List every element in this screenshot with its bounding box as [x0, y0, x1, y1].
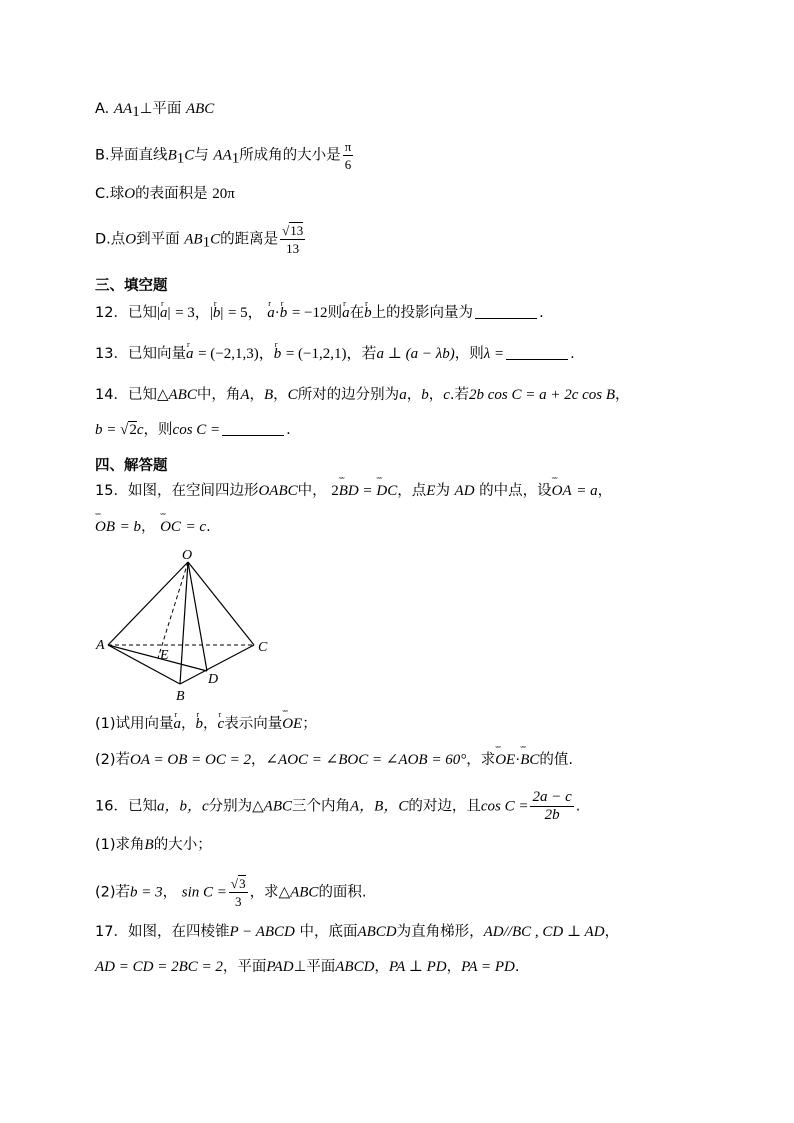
- tetrahedron-figure: [90, 546, 280, 706]
- edge-od: [188, 562, 207, 671]
- question-14-line2: b = √2c，则cos C = .: [95, 422, 291, 438]
- question-16-part1: (1)求角B的大小；: [95, 837, 212, 853]
- edge-oa: [108, 562, 188, 645]
- edge-oc: [188, 562, 254, 645]
- edge-oe-hidden: [158, 562, 188, 658]
- question-17-line2: AD = CD = 2BC = 2，平面PAD⊥平面ABCD，PA ⊥ PD，PA = PD.: [95, 959, 520, 975]
- answer-blank-12[interactable]: [475, 304, 537, 319]
- question-12: 12．已知|r a| = 3，|r b| = 5， r a·r b = −12则r a在r b上的投影向量为 .: [95, 303, 544, 323]
- option-d: D.点O到平面 $AB_1C$的距离是 $\frac{√13}{13}$: [95, 223, 304, 256]
- option-b: B.异面直线$B_1C$与 $AA_1$所成角的大小是 $\frac{\pi}{6}$: [95, 139, 352, 172]
- fraction-sqrt3-over-3: $\frac{√3}{3}$: [230, 876, 246, 909]
- question-15-line1: 15．如图，在空间四边形OABC中， 2ˇˇˇ BD = ˇˇˇ DC，点E为 AD 的中点，设ˇˇˇ OA = a，: [95, 481, 612, 501]
- question-13: 13．已知向量r a = (−2,1,3)，r b = (−1,2,1)，若a ⊥ (a − λb)，则λ = .: [95, 344, 575, 364]
- answer-blank-14[interactable]: [222, 421, 284, 436]
- label-d: D: [208, 672, 219, 687]
- question-14-line1: 14．已知△ABC中，角A，B，C所对的边分别为a，b，c.若2b cos C = a + 2c cos B，: [95, 387, 630, 403]
- fraction-sqrt13-over-13: $\frac{√13}{13}$: [282, 223, 304, 256]
- question-17-line1: 17．如图，在四棱锥P − ABCD 中，底面ABCD为直角梯形，AD//BC , CD ⊥ AD，: [95, 924, 620, 940]
- section-fill-in-heading: 三、填空题: [95, 278, 168, 294]
- label-a: A: [96, 638, 105, 653]
- label-e: E: [160, 648, 169, 663]
- question-16-part2: (2)若b = 3， sin C = $\frac{√3}{3}$ ，求△ABC的面积.: [95, 876, 367, 909]
- question-16: 16．已知a，b，c分别为△ABC三个内角A，B，C的对边，且cos C = $\frac{2a - c}{2b}$ .: [95, 789, 581, 823]
- fraction-cos-c: $\frac{2a - c}{2b}$: [532, 789, 572, 823]
- section-answer-heading: 四、解答题: [95, 458, 168, 474]
- answer-blank-13[interactable]: [506, 345, 568, 360]
- fraction-pi-over-6: $\frac{\pi}{6}$: [344, 139, 352, 172]
- option-c: C.球O的表面积是 20π: [95, 186, 235, 202]
- label-b: B: [176, 689, 185, 704]
- label-o: O: [182, 548, 193, 563]
- edge-ad: [108, 645, 207, 671]
- question-15-part1: (1)试用向量r a，r b，r c表示向量ˇˇˇ OE；: [95, 714, 317, 734]
- edge-ab: [108, 645, 180, 684]
- question-15-part2: (2)若OA = OB = OC = 2，∠AOC = ∠BOC = ∠AOB = 60°，求ˇˇˇ OE·ˇˇˇ BC的值.: [95, 750, 573, 770]
- option-a: A. $AA_1\perp$平面 ABC: [95, 101, 215, 120]
- label-c: C: [258, 640, 268, 655]
- question-15-line2: ˇˇˇ OB = b， ˇˇˇ OC = c.: [95, 517, 211, 537]
